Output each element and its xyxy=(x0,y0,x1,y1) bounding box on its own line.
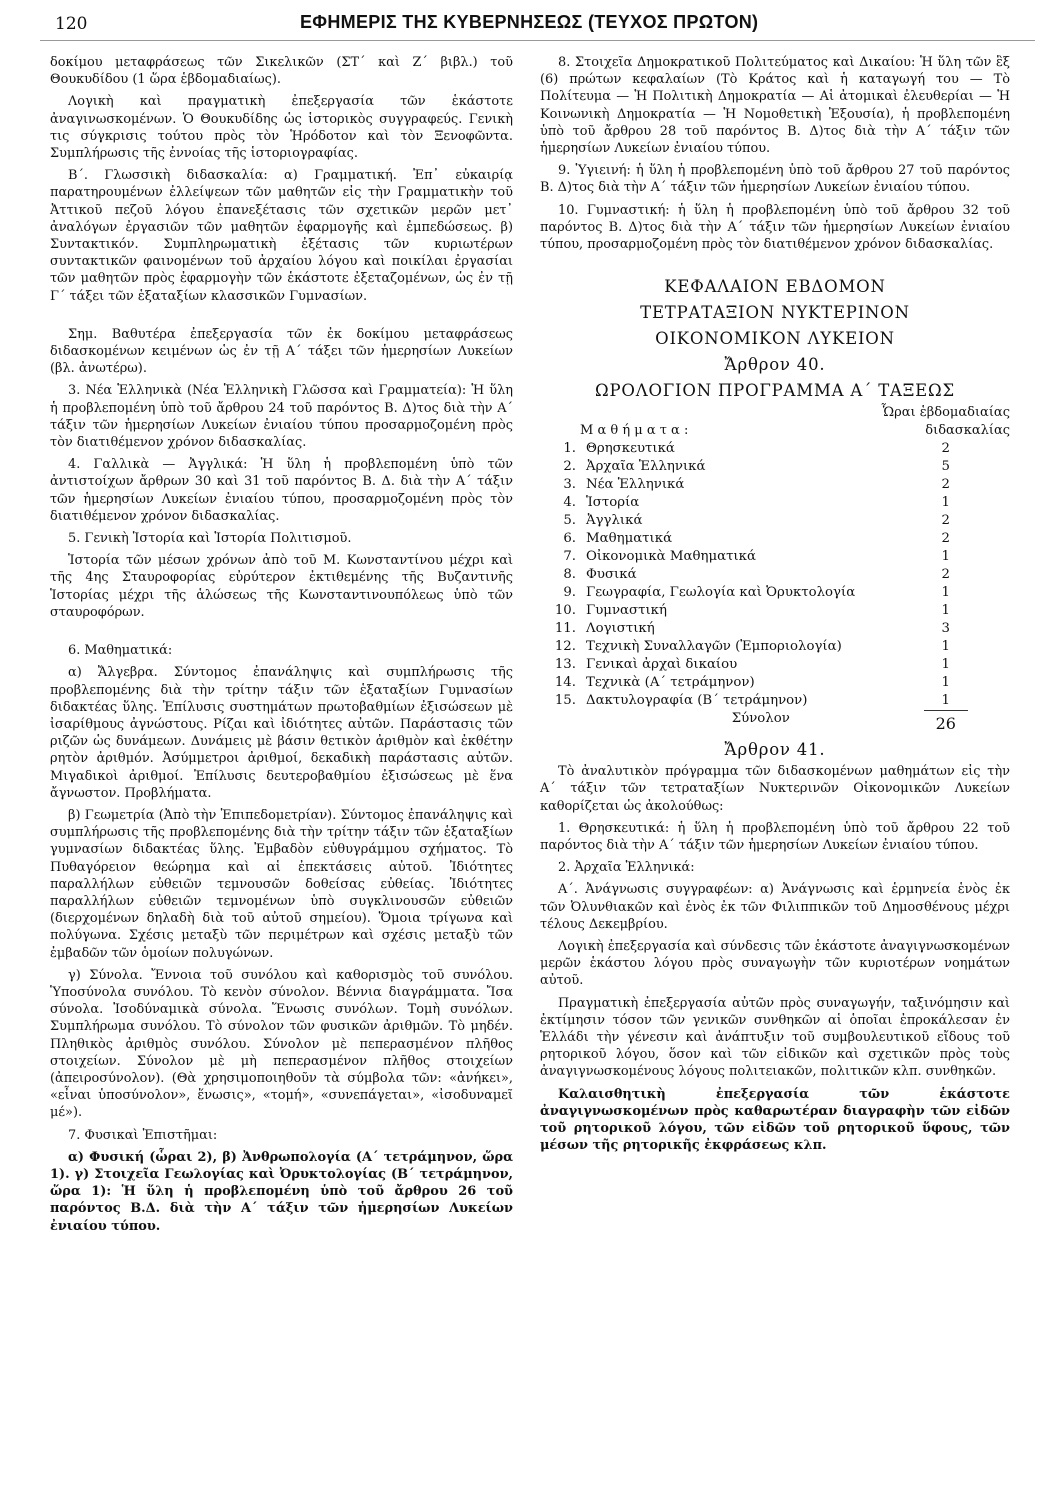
row-number: 9. xyxy=(563,585,576,601)
row-subject: Τεχνικὴ Συναλλαγῶν (Ἐμποριολογία) xyxy=(586,639,842,655)
row-subject: Λογιστική xyxy=(586,621,655,637)
gazette-title: ΕΦΗΜΕΡΙΣ ΤΗΣ ΚΥΒΕΡΝΗΣΕΩΣ (ΤΕΥΧΟΣ ΠΡΩΤΟΝ) xyxy=(300,12,759,32)
page-number: 120 xyxy=(55,14,88,34)
table-row xyxy=(540,692,1010,710)
left-column xyxy=(50,54,513,1240)
section-heading: 6. Μαθηματικά: xyxy=(68,643,173,659)
row-hours: 1 xyxy=(941,495,950,511)
table-body xyxy=(540,440,1010,710)
row-subject: Δακτυλογραφία (Β΄ τετράμηνον) xyxy=(586,693,808,709)
row-number: 8. xyxy=(563,567,576,583)
subjects-header: Μ α θ ή μ α τ α : xyxy=(580,423,689,439)
table-row xyxy=(540,638,1010,656)
row-subject: Φυσικά xyxy=(586,567,637,583)
paragraph: 1. Θρησκευτικά: ἡ ὕλη ἡ προβλεπομένη ὑπὸ τοῦ ἄρθρου 22 τοῦ παρόντος διὰ τὴν Α΄ τάξιν τῶν ἡμερησίων Λυκείων ἐνιαίου τύπου. xyxy=(540,820,1010,854)
right-column xyxy=(540,54,1010,1160)
table-row xyxy=(540,476,1010,494)
row-subject: Νέα Ἑλληνικά xyxy=(586,477,685,493)
paragraph: γ) Σύνολα. Ἔννοια τοῦ συνόλου καὶ καθορισμὸς τοῦ συνόλου. Ὑποσύνολα συνόλου. Τὸ κενὸν σύνολον. Βέννια διαγράμματα. Ἴσα σύνολα. Ἰσοδύναμικὰ σύνολα. Ἕνωσις συνόλων. Τομὴ συνόλων. Συμπλήρωμα συνόλου. Τὸ σύνολον τῶν φυσικῶν ἀριθμῶν. Τὸ μηδέν. Πληθικὸς ἀριθμὸς συνόλου. Σύνολον μὲ πεπερασμένον πλῆθος στοιχείων. Σύνολον μὲ μὴ πεπερασμένον πλῆθος στοιχείων (ἀπειροσύνολον). (Θὰ χρησιμοποιηθοῦν τὰ σύμβολα τῶν: «ἀνήκει», «εἶναι ὑποσύνολον», ἕνωσις», «τομή», «συνεπάγεται», «ἰσοδυναμεῖ μέ»). xyxy=(50,967,513,1121)
row-subject: Οἰκονομικὰ Μαθηματικά xyxy=(586,549,756,565)
row-subject: Θρησκευτικά xyxy=(586,441,675,457)
spacer xyxy=(540,258,1010,274)
paragraph: α) Ἄλγεβρα. Σύντομος ἐπανάληψις καὶ συμπλήρωσις τῆς προβλεπομένης διὰ τὴν τρίτην τάξιν τῶν ἑξαταξίων Γυμνασίων διδακτέας ὕλης. Ἐπίλυσις συστημάτων πρωτοβαθμίων ἐξισώσεων μὲ ἰσαρίθμους ἀγνώστους. Ρίζαι καὶ ἰδιότητες αὐτῶν. Παράστασις τῶν ριζῶν ὡς δυνάμεων. Δυνάμεις μὲ βάσιν θετικὸν ἀριθμὸν καὶ ἐκθέτην ρητὸν ἀριθμόν. Ἀσύμμετροι ἀριθμοί, δεκαδικὴ παράστασις αὐτῶν. Μιγαδικοὶ ἀριθμοί. Ἐπίλυσις δευτεροβαθμίου ἐξισώσεως μὲ ἕνα ἄγνωστον. Προβλήματα. xyxy=(50,665,513,801)
table-row xyxy=(540,512,1010,530)
table-row xyxy=(540,620,1010,638)
row-number: 12. xyxy=(554,639,576,655)
header-rule xyxy=(40,40,1035,41)
hours-header-1: Ὧραι ἑβδομαδιαίας xyxy=(881,405,1010,421)
article-heading: Ἄρθρον 40. xyxy=(724,355,826,375)
table-row xyxy=(540,602,1010,620)
row-subject: Γεωγραφία, Γεωλογία καὶ Ὀρυκτολογία xyxy=(586,585,856,601)
row-hours: 1 xyxy=(941,657,950,673)
table-row xyxy=(540,458,1010,476)
paragraph: Λογικὴ καὶ πραγματικὴ ἐπεξεργασία τῶν ἑκάστοτε ἀναγινωσκομένων. Ὁ Θουκυδίδης ὡς ἱστορικὸς συγγραφεύς. Γενικὴ τις σύγκρισις τούτου πρὸς τὸν Ἡρόδοτον καὶ τὸν Ξενοφῶντα. Συμπλήρωσις τῆς ἐννοίας τῆς ἱστοριογραφίας. xyxy=(50,94,513,162)
row-number: 2. xyxy=(563,459,576,475)
row-subject: Γενικαὶ ἀρχαὶ δικαίου xyxy=(586,657,738,673)
total-row xyxy=(540,710,1010,735)
row-number: 15. xyxy=(554,693,576,709)
section-heading: 2. Ἀρχαῖα Ἑλληνικά: xyxy=(558,860,695,876)
row-hours: 2 xyxy=(941,513,950,529)
table-row xyxy=(540,566,1010,584)
table-row xyxy=(540,656,1010,674)
paragraph: Καλαισθητικὴ ἐπεξεργασία τῶν ἑκάστοτε ἀναγιγνωσκομένων πρὸς καθαρωτέραν διαγραφὴν τῶν εἰδῶν τοῦ ρητορικοῦ λόγου, τῶν εἰδῶν τοῦ ρητορικοῦ ὕφους, τῶν μέσων τῆς ρητορικῆς ἐκφράσεως κλπ. xyxy=(540,1086,1010,1154)
paragraph: Ἱστορία τῶν μέσων χρόνων ἀπὸ τοῦ Μ. Κωνσταντίνου μέχρι καὶ τῆς 4ης Σταυροφορίας εὐρύτερον ἐκτιθεμένης τῆς Βυζαντινῆς Ἱστορίας μέχρι τῆς ἁλώσεως τῆς Κωνσταντινουπόλεως ὑπὸ τῶν σταυροφόρων. xyxy=(50,553,513,620)
row-hours: 2 xyxy=(941,567,950,583)
row-hours: 1 xyxy=(941,675,950,691)
row-subject: Ἱστορία xyxy=(586,495,640,511)
row-hours: 1 xyxy=(941,603,950,619)
total-label: Σύνολον xyxy=(731,711,790,727)
total-value xyxy=(882,710,1011,735)
paragraph: 4. Γαλλικὰ — Ἀγγλικά: Ἡ ὕλη ἡ προβλεπομένη ὑπὸ τῶν ἀντιστοίχων ἄρθρων 30 καὶ 31 τοῦ παρόντος Β. Δ. διὰ τὴν Α΄ τάξιν τῶν ἡμερησίων Λυκείων ἐνιαίου τύπου, προσαρμοζομένη πρὸς τὸν διατιθέμενον χρόνον διδασκαλίας. xyxy=(50,457,513,524)
row-number: 1. xyxy=(563,441,576,457)
row-number: 7. xyxy=(563,549,576,565)
hours-header-2: διδασκαλίας xyxy=(925,423,1010,439)
table-row xyxy=(540,674,1010,692)
table-row xyxy=(540,584,1010,602)
total-number: 26 xyxy=(924,710,968,733)
paragraph: 3. Νέα Ἑλληνικὰ (Νέα Ἑλληνικὴ Γλῶσσα καὶ Γραμματεία): Ἡ ὕλη ἡ προβλεπομένη ὑπὸ τοῦ ἄρθρου 24 τοῦ παρόντος Β. Δ)τος διὰ τὴν Α΄ τάξιν τῶν ἡμερησίων Λυκείων ἐνιαίου τύπου προσαρμοζομένη πρὸς τὸν διατιθέμενον χρόνον διδασκαλίας. xyxy=(50,383,513,451)
paragraph: δοκίμου μεταφράσεως τῶν Σικελικῶν (ΣΤ΄ καὶ Ζ΄ βιβλ.) τοῦ Θουκυδίδου (1 ὥρα ἑβδομαδιαίως). xyxy=(50,55,513,88)
row-number: 6. xyxy=(563,531,576,547)
row-subject: Ἀγγλικά xyxy=(586,513,643,529)
row-hours: 1 xyxy=(941,549,950,565)
table-header-row xyxy=(540,404,1010,422)
table-row xyxy=(540,530,1010,548)
paragraph: 9. Ὑγιεινή: ἡ ὕλη ἡ προβλεπομένη ὑπὸ τοῦ ἄρθρου 27 τοῦ παρόντος Β. Δ)τος διὰ τὴν Α΄ τάξιν τῶν ἡμερησίων Λυκείων ἐνιαίου τύπου. xyxy=(540,163,1010,196)
paragraph: Πραγματικὴ ἐπεξεργασία αὐτῶν πρὸς συναγωγήν, ταξινόμησιν καὶ ἐκτίμησιν τόσον τῶν γενικῶν συνθηκῶν αἱ ὁποῖαι ἐπροκάλεσαν ἐν Ἑλλάδι τὴν γένεσιν καὶ ἀνάπτυξιν τοῦ συμβουλευτικοῦ εἴδους τοῦ ρητορικοῦ λόγου, ὅσον καὶ τῶν εἰδικῶν καὶ σχετικῶν πρὸς τοὺς ἀναγιγνωσκομένους λόγους πολιτειακῶν, πολιτικῶν κλπ. συνθηκῶν. xyxy=(540,995,1010,1080)
row-subject: Ἀρχαῖα Ἑλληνικά xyxy=(586,459,706,475)
spacer xyxy=(50,626,513,642)
article-heading: Ἄρθρον 41. xyxy=(724,740,826,760)
spacer xyxy=(50,310,513,326)
row-hours: 2 xyxy=(941,441,950,457)
section-heading: 7. Φυσικαὶ Ἐπιστῆμαι: xyxy=(68,1127,218,1143)
row-number: 14. xyxy=(554,675,576,691)
table-row xyxy=(540,548,1010,566)
paragraph: Λογικὴ ἐπεξεργασία καὶ σύνδεσις τῶν ἑκάστοτε ἀναγιγνωσκομένων μερῶν ἑκάστου λόγου πρὸς συναγωγὴν τῶν κυριοτέρων νοημάτων αὐτοῦ. xyxy=(540,939,1010,989)
row-number: 11. xyxy=(554,621,576,637)
row-hours: 5 xyxy=(941,459,950,475)
chapter-heading: ΚΕΦΑΛΑΙΟΝ ΕΒΔΟΜΟΝ xyxy=(664,277,886,297)
row-hours: 1 xyxy=(941,693,950,709)
row-hours: 2 xyxy=(941,531,950,547)
row-number: 4. xyxy=(563,495,576,511)
paragraph: α) Φυσική (ὧραι 2), β) Ἀνθρωπολογία (Α΄ τετράμηνον, ὥρα 1). γ) Στοιχεῖα Γεωλογίας καὶ Ὀρυκτολογίας (Β΄ τετράμηνον, ὥρα 1): Ἡ ὕλη ἡ προβλεπομένη ὑπὸ τοῦ ἄρθρου 26 τοῦ παρόντος Β.Δ. διὰ τὴν Α΄ τάξιν τῶν ἡμερησίων Λυκείων ἐνιαίου τύπου. xyxy=(50,1149,513,1234)
row-hours: 2 xyxy=(941,477,950,493)
chapter-subheading: ΤΕΤΡΑΤΑΞΙΟΝ ΝΥΚΤΕΡΙΝΟΝ xyxy=(640,303,910,323)
schedule-heading: ΩΡΟΛΟΓΙΟΝ ΠΡΟΓΡΑΜΜΑ Α΄ ΤΑΞΕΩΣ xyxy=(595,381,955,401)
paragraph: 10. Γυμναστική: ἡ ὕλη ἡ προβλεπομένη ὑπὸ τοῦ ἄρθρου 32 τοῦ παρόντος Β. Δ)τος διὰ τὴν Α΄ τάξιν τῶν ἡμερησίων Λυκείων ἐνιαίου τύπου, προσαρμοζομένη πρὸς τὸν διατιθέμενον χρόνον διδασκαλίας. xyxy=(540,202,1010,253)
paragraph: β) Γεωμετρία (Ἀπὸ τὴν Ἐπιπεδομετρίαν). Σύντομος ἐπανάληψις καὶ συμπλήρωσις τῆς προβλεπομένης διὰ τὴν τρίτην τάξιν τῶν ἑξαταξίων γυμνασίων διδακτέας ὕλης. Ἐμβαδὸν εὐθυγράμμου σχήματος. Τὸ Πυθαγόρειον θεώρημα καὶ αἱ ἐπεκτάσεις αὐτοῦ. Ἰδιότητες παραλλήλων εὐθειῶν τεμνουσῶν δοθείσας εὐθείας. Ἰδιότητες παραλλήλων εὐθειῶν τεμνομένων ὑπὸ συγκλινουσῶν εὐθειῶν (διερχομένων δηλαδὴ διὰ τοῦ αὐτοῦ σημείου). Ὅμοια τρίγωνα καὶ πολύγωνα. Σχέσις μεταξὺ τῶν περιμέτρων καὶ σχέσις μεταξὺ τῶν ἐμβαδῶν τῶν ὁμοίων πολυγώνων. xyxy=(50,807,513,961)
row-hours: 1 xyxy=(941,585,950,601)
section-heading: 5. Γενικὴ Ἱστορία καὶ Ἱστορία Πολιτισμοῦ. xyxy=(68,531,352,547)
paragraph: Β΄. Γλωσσικὴ διδασκαλία: α) Γραμματική. Ἐπ᾽ εὐκαιρίᾳ παρατηρουμένων ἐλλείψεων τῶν μαθητῶν εἰς τὴν Γραμματικὴν τοῦ Ἀττικοῦ πεζοῦ λόγου ἐπανεξέτασις τῶν σχετικῶν μερῶν μετ᾽ ἀναλόγων ἐργασιῶν τῶν μαθητῶν ἐφαρμογῆς καὶ ἐμπεδώσεως. β) Συντακτικόν. Συμπληρωματικὴ ἐξέτασις τῶν κυριωτέρων συντακτικῶν φαινομένων τοῦ ἀρχαίου λόγου καὶ ποικίλαι ἐργασίαι τῶν μαθητῶν πρὸς ἐφαρμογὴν τῶν ἑκάστοτε ἐξεταζομένων, ὡς ἐν τῇ Γ΄ τάξει τῶν ἑξαταξίων κλασσικῶν Γυμνασίων. xyxy=(50,168,513,304)
row-number: 5. xyxy=(563,513,576,529)
row-number: 13. xyxy=(554,657,576,673)
paragraph: Τὸ ἀναλυτικὸν πρόγραμμα τῶν διδασκομένων μαθημάτων εἰς τὴν Α΄ τάξιν τῶν τετραταξίων Νυκτερινῶν Οἰκονομικῶν Λυκείων καθορίζεται ὡς ἀκολούθως: xyxy=(540,764,1010,814)
paragraph: 8. Στοιχεῖα Δημοκρατικοῦ Πολιτεύματος καὶ Δικαίου: Ἡ ὕλη τῶν ἓξ (6) πρώτων κεφαλαίων (Τὸ Κράτος καὶ ἡ καταγωγή του — Τὸ Πολίτευμα — Ἡ Πολιτικὴ Δημοκρατία — Αἱ ἀτομικαὶ ἐλευθερίαι — Ἡ Κοινωνικὴ Δημοκρατία — Ἡ Νομοθετικὴ Ἐξουσία), ἡ προβλεπομένη ὑπὸ τοῦ ἄρθρου 28 τοῦ παρόντος Β. Δ)τος διὰ τὴν Α΄ τάξιν τῶν ἡμερησίων Λυκείων ἐνιαίου τύπου. xyxy=(540,55,1010,157)
table-header-row xyxy=(540,422,1010,440)
row-hours: 3 xyxy=(941,621,950,637)
table-row xyxy=(540,494,1010,512)
table-row xyxy=(540,440,1010,458)
row-number: 10. xyxy=(554,603,576,619)
row-hours: 1 xyxy=(941,639,950,655)
row-subject: Τεχνικὰ (Α΄ τετράμηνον) xyxy=(586,675,755,691)
paragraph: Α΄. Ἀνάγνωσις συγγραφέων: α) Ἀνάγνωσις καὶ ἑρμηνεία ἑνὸς ἐκ τῶν Ὀλυνθιακῶν καὶ ἑνὸς ἐκ τῶν Φιλιππικῶν τοῦ Δημοσθένους μέχρι τέλους Δεκεμβρίου. xyxy=(540,882,1010,932)
row-number: 3. xyxy=(563,477,576,493)
row-subject: Γυμναστική xyxy=(586,603,667,619)
page-header xyxy=(0,0,1055,44)
schedule-table xyxy=(540,404,1010,735)
note-paragraph: Σημ. Βαθυτέρα ἐπεξεργασία τῶν ἐκ δοκίμου μεταφράσεως διδασκομένων κειμένων ὡς ἐν τῇ Α΄ τάξει τῶν ἡμερησίων Λυκείων (βλ. ἀνωτέρω). xyxy=(50,326,513,377)
chapter-subheading: ΟΙΚΟΝΟΜΙΚΟΝ ΛΥΚΕΙΟΝ xyxy=(655,329,895,349)
row-subject: Μαθηματικά xyxy=(586,531,673,547)
